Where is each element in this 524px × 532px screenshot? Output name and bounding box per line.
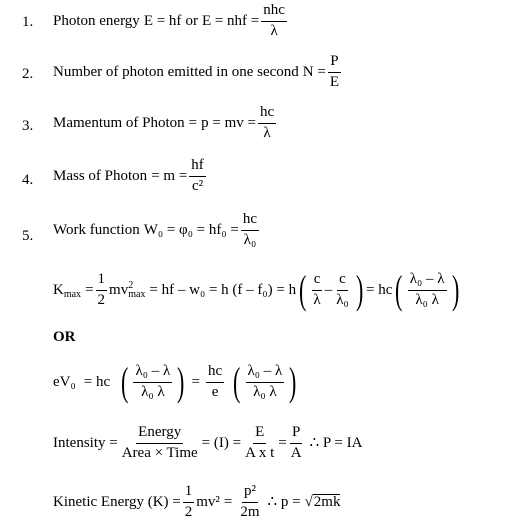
denominator: λ	[270, 22, 278, 39]
or-text: or	[185, 12, 198, 29]
sqrt-sign: √	[304, 493, 313, 510]
mv-squared: mv²	[196, 493, 220, 510]
equals: =	[191, 373, 201, 390]
fraction	[241, 212, 259, 249]
denominator: Area × Time	[121, 444, 198, 461]
ev-equation	[53, 359, 300, 404]
formula: ∴ p =	[267, 493, 301, 510]
right-paren: )	[355, 267, 364, 312]
fraction	[238, 484, 261, 521]
fraction	[133, 364, 172, 401]
numerator: c	[337, 272, 348, 291]
denominator: A	[290, 444, 302, 461]
numerator: λ₀ – λ	[408, 272, 447, 291]
ev-symbol: eV₀	[53, 373, 76, 390]
numerator: λ₀ – λ	[246, 364, 285, 383]
fraction	[261, 3, 287, 40]
label: Number of photon emitted in one second	[53, 63, 299, 80]
minus: –	[324, 281, 333, 298]
numerator: P	[290, 425, 302, 444]
numerator: hc	[241, 212, 259, 231]
denominator: e	[211, 383, 219, 400]
half-fraction	[96, 272, 108, 309]
numerator: Energy	[136, 425, 183, 444]
item-number: 4.	[22, 172, 34, 188]
item-number: 1.	[22, 14, 34, 30]
formula: = hc	[83, 373, 111, 390]
equals: =	[85, 281, 94, 298]
formula: ∴ P = IA	[309, 434, 363, 451]
fraction	[258, 105, 276, 142]
numerator: hc	[258, 105, 276, 124]
fraction	[408, 272, 447, 309]
photon-number-line	[53, 54, 343, 91]
label: Work function	[53, 221, 140, 238]
formula: p = mv =	[201, 114, 256, 131]
fraction	[328, 54, 341, 91]
left-paren: (	[395, 267, 403, 312]
label: Kinetic Energy (K) =	[53, 493, 181, 510]
fraction	[183, 484, 195, 521]
mv: mv	[109, 281, 129, 298]
numerator: hc	[206, 364, 224, 383]
equals: =	[278, 434, 287, 451]
fraction	[289, 425, 304, 462]
right-paren: )	[289, 359, 297, 404]
numerator: 1	[183, 484, 195, 503]
denominator: λ₀ λ	[141, 383, 165, 400]
label: Mamentum of Photon	[53, 114, 185, 131]
numerator: nhc	[261, 3, 287, 22]
numerator: p²	[242, 484, 258, 503]
work-function-line	[53, 212, 261, 249]
item-number: 3.	[22, 118, 34, 134]
fraction	[120, 425, 200, 462]
left-paren: (	[233, 359, 241, 404]
label: Intensity =	[53, 434, 118, 451]
formula: = hf – w₀ = h (f – f₀) = h	[149, 281, 297, 298]
sqrt-body: 2mk	[313, 494, 341, 511]
photon-momentum-line	[53, 105, 278, 142]
equals: =	[223, 493, 233, 510]
denominator: 2	[97, 291, 106, 308]
label: Mass of Photon	[53, 167, 148, 184]
formula: E = nhf =	[201, 12, 260, 29]
numerator: 1	[96, 272, 108, 291]
numerator: P	[328, 54, 340, 73]
denominator: 2	[184, 503, 193, 520]
kinetic-energy-equation	[53, 484, 340, 521]
denominator: λ₀	[243, 231, 257, 248]
k-subscript: max	[63, 289, 82, 300]
left-paren: (	[121, 359, 129, 404]
left-paren: (	[299, 267, 307, 312]
numerator: hf	[189, 158, 206, 177]
denominator: E	[329, 73, 339, 90]
formula: = m =	[151, 167, 188, 184]
numerator: λ₀ – λ	[133, 364, 172, 383]
or-heading: OR	[53, 329, 76, 345]
formula: W₀ = φ₀ = hf₀ =	[143, 221, 239, 238]
denominator: λ	[313, 291, 321, 308]
formula: =	[188, 114, 198, 131]
item-number: 2.	[22, 66, 34, 82]
denominator: λ₀ λ	[253, 383, 277, 400]
fraction	[334, 272, 351, 309]
fraction	[206, 364, 224, 401]
mv-superscript: 2	[128, 280, 134, 291]
formula: N =	[302, 63, 326, 80]
kmax-equation	[53, 267, 462, 312]
right-paren: )	[451, 267, 459, 312]
denominator: c²	[191, 177, 204, 194]
denominator: λ₀ λ	[415, 291, 439, 308]
denominator: 2m	[240, 503, 260, 520]
denominator: λ₀	[336, 291, 349, 308]
mv-scripts	[128, 281, 145, 299]
right-paren: )	[177, 359, 185, 404]
fraction	[243, 425, 276, 462]
photon-mass-line	[53, 158, 208, 195]
fraction	[246, 364, 285, 401]
formula: E = hf	[143, 12, 182, 29]
numerator: E	[253, 425, 266, 444]
photon-energy-line	[53, 3, 289, 40]
label: Photon energy	[53, 12, 140, 29]
fraction	[311, 272, 322, 309]
formula: = hc	[366, 281, 393, 298]
item-number: 5.	[22, 228, 34, 244]
intensity-equation	[53, 425, 362, 462]
k-symbol: K	[53, 281, 64, 298]
mv-subscript: max	[128, 289, 146, 300]
numerator: c	[312, 272, 323, 291]
denominator: λ	[263, 124, 271, 141]
formula: = (I) =	[201, 434, 242, 451]
fraction	[189, 158, 206, 195]
denominator: A x t	[245, 444, 275, 461]
